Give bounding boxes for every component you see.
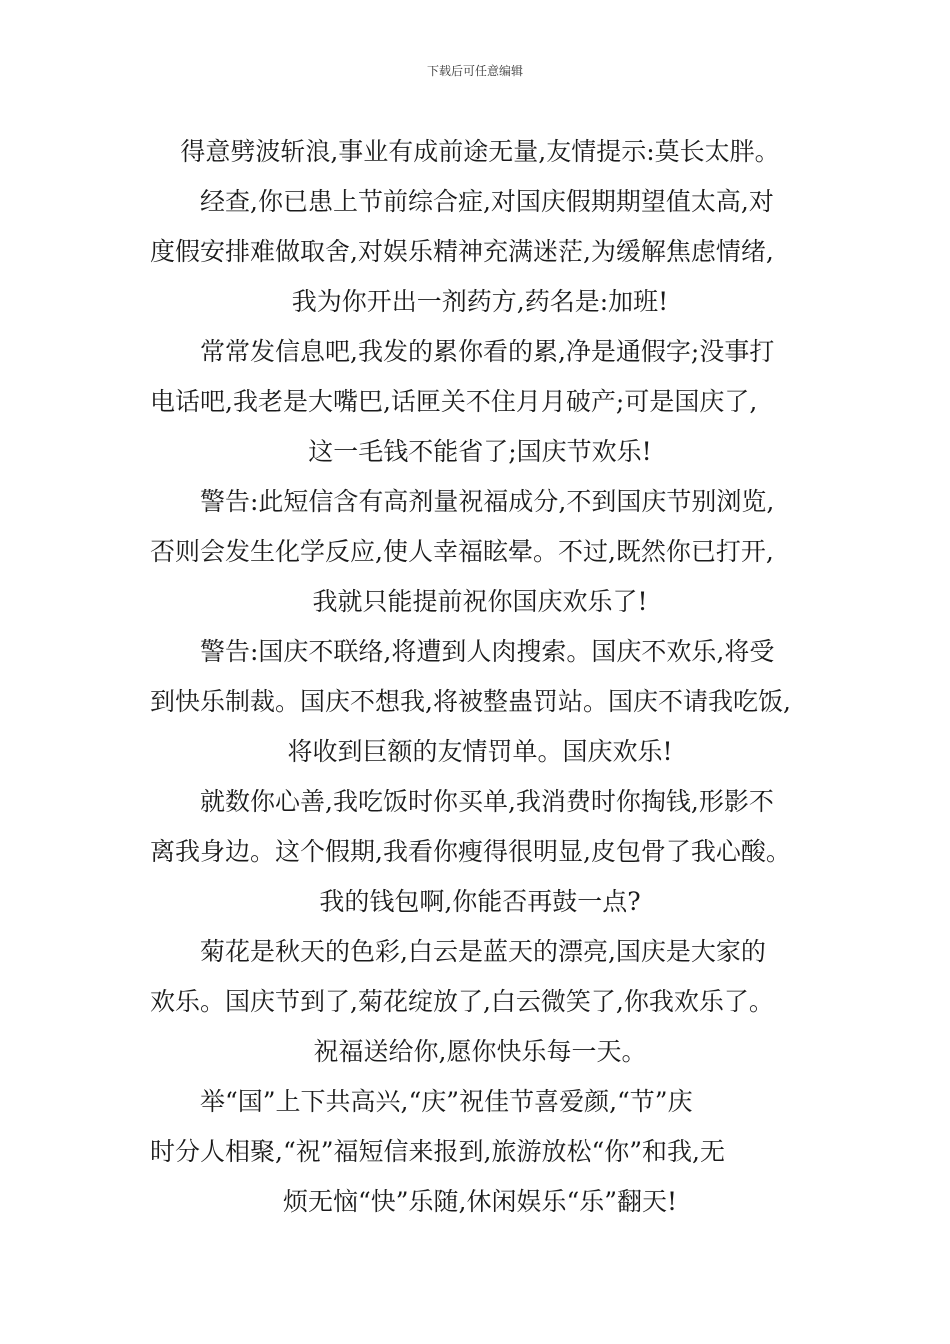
paragraph: [150, 327, 810, 477]
paragraph: [150, 627, 810, 777]
paragraph-line: 经查,你已患上节前综合症,对国庆假期期望值太高,对: [200, 187, 774, 216]
paragraph: [150, 477, 810, 627]
paragraph-line: 电话吧,我老是大嘴巴,话匣关不住月月破产;可是国庆了,: [150, 387, 758, 416]
paragraph-line: 菊花是秋天的色彩,白云是蓝天的漂亮,国庆是大家的: [200, 937, 766, 966]
paragraph-line: 到快乐制裁。国庆不想我,将被整蛊罚站。国庆不请我吃饭,: [150, 687, 791, 716]
paragraph-line: 我的钱包啊,你能否再鼓一点?: [319, 887, 641, 916]
paragraph: [150, 927, 810, 1077]
paragraph-line: 常常发信息吧,我发的累你看的累,净是通假字;没事打: [200, 337, 775, 366]
paragraph: [150, 777, 810, 927]
paragraph-line: 我为你开出一剂药方,药名是:加班!: [291, 287, 669, 316]
paragraph-line: 我就只能提前祝你国庆欢乐了!: [312, 587, 648, 616]
paragraph-line: 烦无恼“快”乐随,休闲娱乐“乐”翻天!: [282, 1187, 678, 1216]
paragraph-line: 得意劈波斩浪,事业有成前途无量,友情提示:莫长太胖。: [180, 137, 780, 166]
paragraph-line: 警告:此短信含有高剂量祝福成分,不到国庆节别浏览,: [200, 487, 775, 516]
paragraph-line: 这一毛钱不能省了;国庆节欢乐!: [308, 437, 652, 466]
page-header: 下载后可任意编辑: [426, 64, 523, 78]
paragraph-line: 度假安排难做取舍,对娱乐精神充满迷茫,为缓解焦虑情绪,: [150, 237, 774, 266]
document-body: [150, 127, 810, 1227]
paragraph-line: 欢乐。国庆节到了,菊花绽放了,白云微笑了,你我欢乐了。: [150, 987, 774, 1016]
paragraph-line: 举“国”上下共高兴,“庆”祝佳节喜爱颜,“节”庆: [200, 1087, 693, 1116]
paragraph-line: 祝福送给你,愿你快乐每一天。: [313, 1037, 647, 1066]
paragraph-line: 时分人相聚,“祝”福短信来报到,旅游放松“你”和我,无: [150, 1137, 725, 1166]
paragraph-line: 警告:国庆不联络,将遭到人肉搜索。国庆不欢乐,将受: [200, 637, 775, 666]
paragraph-line: 就数你心善,我吃饭时你买单,我消费时你掏钱,形影不: [200, 787, 774, 816]
paragraph: [150, 177, 810, 327]
paragraph-line: 将收到巨额的友情罚单。国庆欢乐!: [287, 737, 673, 766]
paragraph-line: 否则会发生化学反应,使人幸福眩晕。不过,既然你已打开,: [150, 537, 774, 566]
paragraph: [150, 127, 810, 177]
paragraph-line: 离我身边。这个假期,我看你瘦得很明显,皮包骨了我心酸。: [150, 837, 791, 866]
paragraph: [150, 1077, 810, 1227]
